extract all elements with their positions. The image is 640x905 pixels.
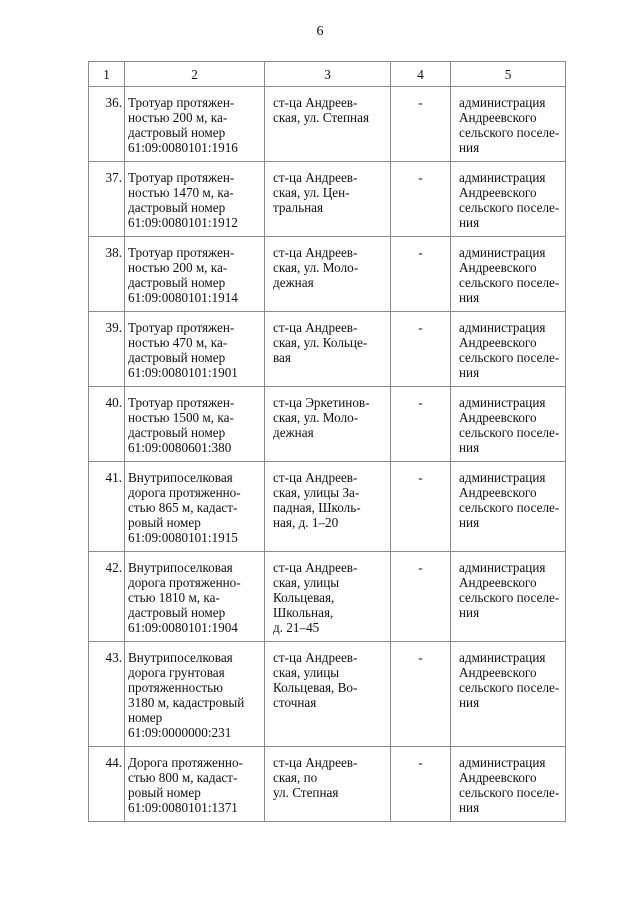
address-line: ул. Степная: [273, 785, 339, 800]
address-line: Кольцевая, Во-: [273, 680, 358, 695]
column-4-value: -: [391, 312, 451, 387]
column-4-value: -: [391, 162, 451, 237]
address-cell: [265, 237, 391, 312]
owner-line: Андреевского: [459, 335, 537, 350]
owner-line: сельского поселе-: [459, 590, 560, 605]
row-number: 37.: [89, 162, 125, 237]
owner-line: сельского поселе-: [459, 200, 560, 215]
address-line: д. 21–45: [273, 620, 320, 635]
column-4-value: -: [391, 747, 451, 822]
owner-line: сельского поселе-: [459, 350, 560, 365]
object-name-line: стью 865 м, кадаст-: [128, 500, 238, 515]
table-body: [89, 87, 566, 822]
object-name-cell: [125, 312, 265, 387]
address-cell: [265, 642, 391, 747]
address-cell: [265, 552, 391, 642]
owner-cell: [451, 642, 566, 747]
address-cell: [265, 312, 391, 387]
object-name-line: дорога грунтовая: [128, 665, 225, 680]
owner-line: ния: [459, 215, 480, 230]
address-line: ст-ца Андреев-: [273, 650, 358, 665]
object-name-line: Тротуар протяжен-: [128, 95, 235, 110]
address-line: ст-ца Андреев-: [273, 320, 358, 335]
column-header-3: 3: [265, 62, 391, 87]
owner-line: администрация: [459, 470, 546, 485]
object-name-cell: [125, 552, 265, 642]
table-row: [89, 237, 566, 312]
address-line: ная, д. 1–20: [273, 515, 339, 530]
owner-cell: [451, 162, 566, 237]
address-cell: [265, 747, 391, 822]
owner-cell: [451, 237, 566, 312]
address-line: ская, ул. Степная: [273, 110, 370, 125]
object-name-cell: [125, 237, 265, 312]
address-line: тральная: [273, 200, 324, 215]
table-row: [89, 642, 566, 747]
object-name-line: 61:09:0080101:1371: [128, 800, 238, 815]
address-cell: [265, 462, 391, 552]
object-name-line: дорога протяженно-: [128, 575, 241, 590]
object-name-line: дастровый номер: [128, 605, 226, 620]
table-row: [89, 552, 566, 642]
owner-line: сельского поселе-: [459, 425, 560, 440]
table-row: [89, 162, 566, 237]
owner-line: Андреевского: [459, 770, 537, 785]
owner-line: администрация: [459, 245, 546, 260]
owner-line: ния: [459, 365, 480, 380]
column-4-value: -: [391, 552, 451, 642]
address-line: ст-ца Андреев-: [273, 245, 358, 260]
owner-line: ния: [459, 800, 480, 815]
address-line: ская, ул. Моло-: [273, 260, 359, 275]
column-header-2: 2: [125, 62, 265, 87]
owner-line: Андреевского: [459, 110, 537, 125]
address-line: ст-ца Андреев-: [273, 170, 358, 185]
object-name-line: стью 800 м, кадаст-: [128, 770, 238, 785]
table-row: [89, 747, 566, 822]
address-cell: [265, 387, 391, 462]
address-line: ская, улицы: [273, 575, 340, 590]
column-4-value: -: [391, 642, 451, 747]
object-name-line: 61:09:0080101:1915: [128, 530, 238, 545]
object-name-cell: [125, 462, 265, 552]
address-line: падная, Школь-: [273, 500, 361, 515]
owner-line: администрация: [459, 560, 546, 575]
owner-line: Андреевского: [459, 485, 537, 500]
object-name-line: 61:09:0080101:1912: [128, 215, 238, 230]
object-name-line: Тротуар протяжен-: [128, 245, 235, 260]
object-name-line: Тротуар протяжен-: [128, 170, 235, 185]
owner-line: администрация: [459, 320, 546, 335]
address-line: ст-ца Андреев-: [273, 470, 358, 485]
property-table: [88, 61, 566, 822]
table-row: [89, 312, 566, 387]
object-name-line: дастровый номер: [128, 125, 226, 140]
object-name-line: 61:09:0080101:1914: [128, 290, 238, 305]
object-name-cell: [125, 387, 265, 462]
address-line: вая: [273, 350, 291, 365]
address-line: ская, ул. Цен-: [273, 185, 350, 200]
address-line: ская, ул. Кольце-: [273, 335, 368, 350]
address-line: ст-ца Андреев-: [273, 95, 358, 110]
object-name-line: Тротуар протяжен-: [128, 395, 235, 410]
owner-line: ния: [459, 695, 480, 710]
column-4-value: -: [391, 237, 451, 312]
object-name-line: протяженностью: [128, 680, 224, 695]
address-line: ст-ца Андреев-: [273, 755, 358, 770]
object-name-cell: [125, 747, 265, 822]
owner-line: сельского поселе-: [459, 125, 560, 140]
owner-line: сельского поселе-: [459, 500, 560, 515]
table-row: [89, 387, 566, 462]
table-row: [89, 462, 566, 552]
object-name-line: 61:09:0080101:1901: [128, 365, 238, 380]
object-name-line: Внутрипоселковая: [128, 650, 233, 665]
object-name-line: Тротуар протяжен-: [128, 320, 235, 335]
object-name-line: дастровый номер: [128, 350, 226, 365]
owner-line: Андреевского: [459, 260, 537, 275]
owner-line: Андреевского: [459, 410, 537, 425]
object-name-line: дорога протяженно-: [128, 485, 241, 500]
address-line: ская, ул. Моло-: [273, 410, 359, 425]
object-name-line: 3180 м, кадастровый: [128, 695, 245, 710]
row-number: 41.: [89, 462, 125, 552]
address-line: Кольцевая,: [273, 590, 335, 605]
object-name-line: ровый номер: [128, 785, 201, 800]
object-name-line: 61:09:0080601:380: [128, 440, 232, 455]
owner-cell: [451, 387, 566, 462]
object-name-line: дастровый номер: [128, 200, 226, 215]
owner-line: Андреевского: [459, 185, 537, 200]
object-name-line: дастровый номер: [128, 425, 226, 440]
owner-cell: [451, 552, 566, 642]
owner-line: ния: [459, 515, 480, 530]
address-line: ст-ца Андреев-: [273, 560, 358, 575]
address-line: ст-ца Эркетинов-: [273, 395, 370, 410]
owner-line: ния: [459, 440, 480, 455]
object-name-line: ностью 470 м, ка-: [128, 335, 228, 350]
row-number: 42.: [89, 552, 125, 642]
owner-line: ния: [459, 605, 480, 620]
owner-cell: [451, 87, 566, 162]
object-name-line: 61:09:0000000:231: [128, 725, 232, 740]
address-line: сточная: [273, 695, 317, 710]
column-header-4: 4: [391, 62, 451, 87]
owner-line: Андреевского: [459, 665, 537, 680]
owner-cell: [451, 747, 566, 822]
address-line: Школьная,: [273, 605, 334, 620]
owner-line: сельского поселе-: [459, 275, 560, 290]
object-name-line: Внутрипоселковая: [128, 470, 233, 485]
column-4-value: -: [391, 462, 451, 552]
table-row: [89, 87, 566, 162]
object-name-line: 61:09:0080101:1904: [128, 620, 238, 635]
object-name-cell: [125, 87, 265, 162]
column-4-value: -: [391, 87, 451, 162]
address-cell: [265, 162, 391, 237]
owner-line: Андреевского: [459, 575, 537, 590]
row-number: 43.: [89, 642, 125, 747]
owner-line: ния: [459, 290, 480, 305]
address-line: ская, улицы: [273, 665, 340, 680]
owner-line: администрация: [459, 170, 546, 185]
owner-line: сельского поселе-: [459, 680, 560, 695]
owner-cell: [451, 312, 566, 387]
address-line: дежная: [273, 425, 314, 440]
object-name-cell: [125, 642, 265, 747]
row-number: 36.: [89, 87, 125, 162]
object-name-line: ровый номер: [128, 515, 201, 530]
column-header-1: 1: [89, 62, 125, 87]
object-name-line: Дорога протяженно-: [128, 755, 243, 770]
object-name-cell: [125, 162, 265, 237]
address-line: ская, по: [273, 770, 318, 785]
object-name-line: дастровый номер: [128, 275, 226, 290]
header-row: [89, 62, 566, 87]
address-cell: [265, 87, 391, 162]
object-name-line: ностью 200 м, ка-: [128, 110, 228, 125]
column-4-value: -: [391, 387, 451, 462]
owner-line: сельского поселе-: [459, 785, 560, 800]
object-name-line: 61:09:0080101:1916: [128, 140, 238, 155]
object-name-line: ностью 1470 м, ка-: [128, 185, 234, 200]
page-number: 6: [316, 24, 324, 39]
object-name-line: стью 1810 м, ка-: [128, 590, 220, 605]
owner-line: администрация: [459, 755, 546, 770]
column-header-5: 5: [451, 62, 566, 87]
owner-line: администрация: [459, 95, 546, 110]
row-number: 40.: [89, 387, 125, 462]
row-number: 44.: [89, 747, 125, 822]
owner-line: администрация: [459, 650, 546, 665]
owner-line: администрация: [459, 395, 546, 410]
object-name-line: ностью 1500 м, ка-: [128, 410, 234, 425]
row-number: 38.: [89, 237, 125, 312]
owner-cell: [451, 462, 566, 552]
object-name-line: номер: [128, 710, 163, 725]
row-number: 39.: [89, 312, 125, 387]
address-line: дежная: [273, 275, 314, 290]
address-line: ская, улицы За-: [273, 485, 360, 500]
object-name-line: ностью 200 м, ка-: [128, 260, 228, 275]
object-name-line: Внутрипоселковая: [128, 560, 233, 575]
owner-line: ния: [459, 140, 480, 155]
